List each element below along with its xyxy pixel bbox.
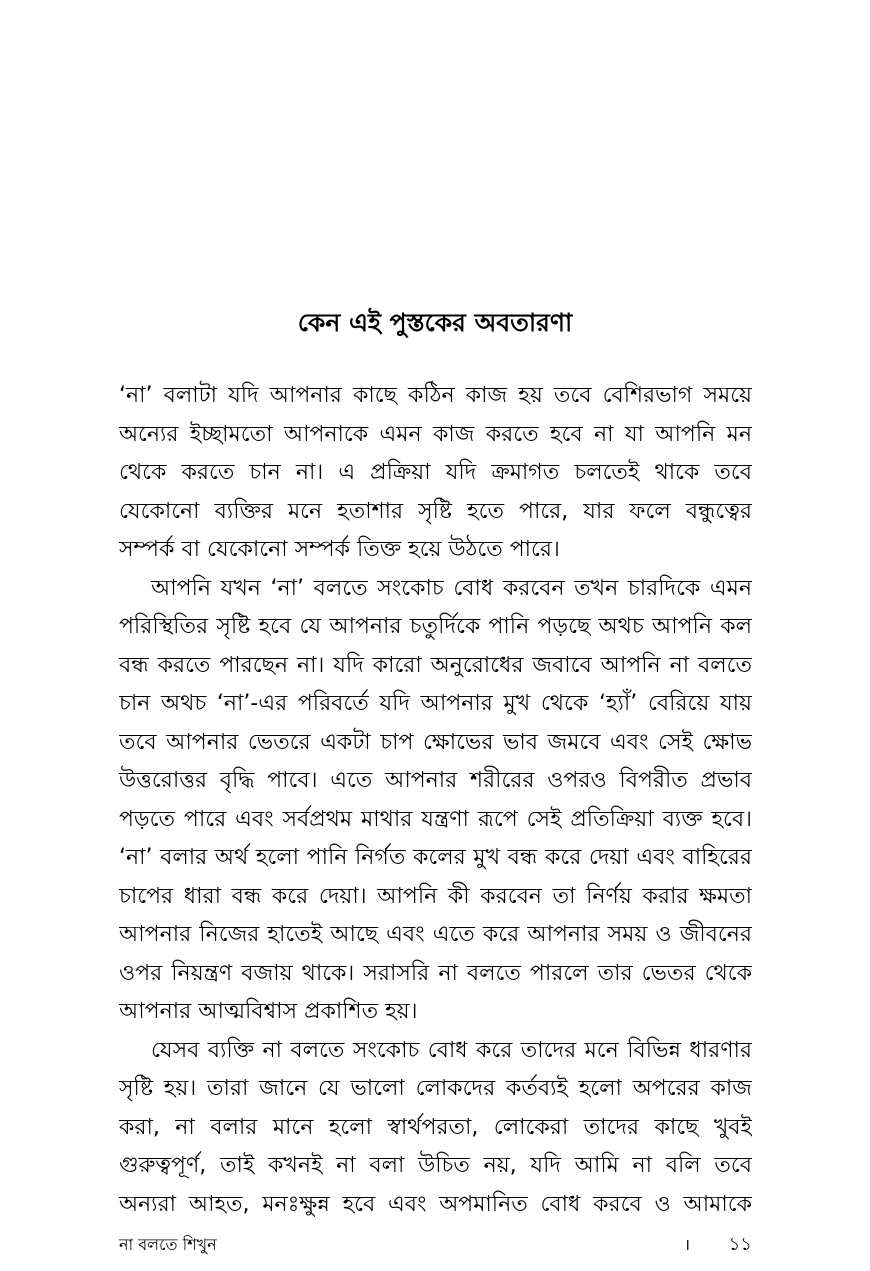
text-line: ওপর নিয়ন্ত্রণ বজায় থাকে। সরাসরি না বলতে পারলে তার ভেতর থেকে <box>119 960 752 986</box>
text-line: বন্ধ করতে পারছেন না। যদি কারো অনুরোধের জবাবে আপনি না বলতে <box>119 652 752 678</box>
text-line: ‘না’ বলার অর্থ হলো পানি নির্গত কলের মুখ বন্ধ করে দেয়া এবং বাহিরের <box>119 845 752 870</box>
running-book-title: না বলতে শিখুন <box>119 1235 217 1254</box>
text-line: করা, না বলার মানে হলো স্বার্থপরতা, লোকেরা তাদের কাছে খুবই <box>119 1114 752 1140</box>
text-line: গুরুত্বপূর্ণ, তাই কখনই না বলা উচিত নয়, যদি আমি না বলি তবে <box>119 1153 752 1178</box>
text-line: সম্পর্ক বা যেকোনো সম্পর্ক তিক্ত হয়ে উঠতে পারে। <box>119 537 560 562</box>
text-line: যেকোনো ব্যক্তির মনে হতাশার সৃষ্টি হতে পারে, যার ফলে বন্ধুত্বের <box>119 498 752 524</box>
text-line: পরিস্থিতির সৃষ্টি হবে যে আপনার চতুর্দিকে পানি পড়ছে অথচ আপনি কল <box>119 614 752 639</box>
text-line: থেকে করতে চান না। এ প্রক্রিয়া যদি ক্রমাগত চলতেই থাকে তবে <box>119 460 752 485</box>
text-line: উত্তরোত্তর বৃদ্ধি পাবে। এতে আপনার শরীরের ওপরও বিপরীত প্রভাব <box>119 768 752 793</box>
text-line: আপনি যখন ‘না’ বলতে সংকোচ বোধ করবেন তখন চারদিকে এমন <box>151 575 752 601</box>
text-line: যেসব ব্যক্তি না বলতে সংকোচ বোধ করে তাদের মনে বিভিন্ন ধারণার <box>151 1037 752 1063</box>
text-line: তবে আপনার ভেতরে একটা চাপ ক্ষোভের ভাব জমবে এবং সেই ক্ষোভ <box>119 729 752 755</box>
text-line: অন্যের ইচ্ছামতো আপনাকে এমন কাজ করতে হবে না যা আপনি মন <box>119 421 752 447</box>
text-line: চান অথচ ‘না’-এর পরিবর্তে যদি আপনার মুখ থেকে ‘হ্যাঁ’ বেরিয়ে যায় <box>119 691 752 716</box>
chapter-title: কেন এই পুস্তকের অবতারণা <box>297 308 573 337</box>
text-line: চাপের ধারা বন্ধ করে দেয়া। আপনি কী করবেন তা নির্ণয় করার ক্ষমতা <box>119 883 752 909</box>
page-number: ১১ <box>728 1234 752 1255</box>
text-line: পড়তে পারে এবং সর্বপ্রথম মাথার যন্ত্রণা রূপে সেই প্রতিক্রিয়া ব্যক্ত হবে। <box>119 806 752 832</box>
text-line: ‘না’ বলাটা যদি আপনার কাছে কঠিন কাজ হয় তবে বেশিরভাগ সময়ে <box>119 383 752 408</box>
chapter-body <box>119 377 752 1224</box>
text-line: আপনার নিজের হাতেই আছে এবং এতে করে আপনার সময় ও জীবনের <box>119 922 752 947</box>
text-line: সৃষ্টি হয়। তারা জানে যে ভালো লোকদের কর্তব্যই হলো অপরের কাজ <box>119 1076 752 1101</box>
text-line: অন্যরা আহত, মনঃক্ষুন্ন হবে এবং অপমানিত বোধ করবে ও আমাকে <box>119 1191 752 1217</box>
footer-separator: । <box>684 1235 691 1254</box>
page-footer <box>119 1233 752 1257</box>
text-line: আপনার আত্মবিশ্বাস প্রকাশিত হয়। <box>119 999 418 1024</box>
